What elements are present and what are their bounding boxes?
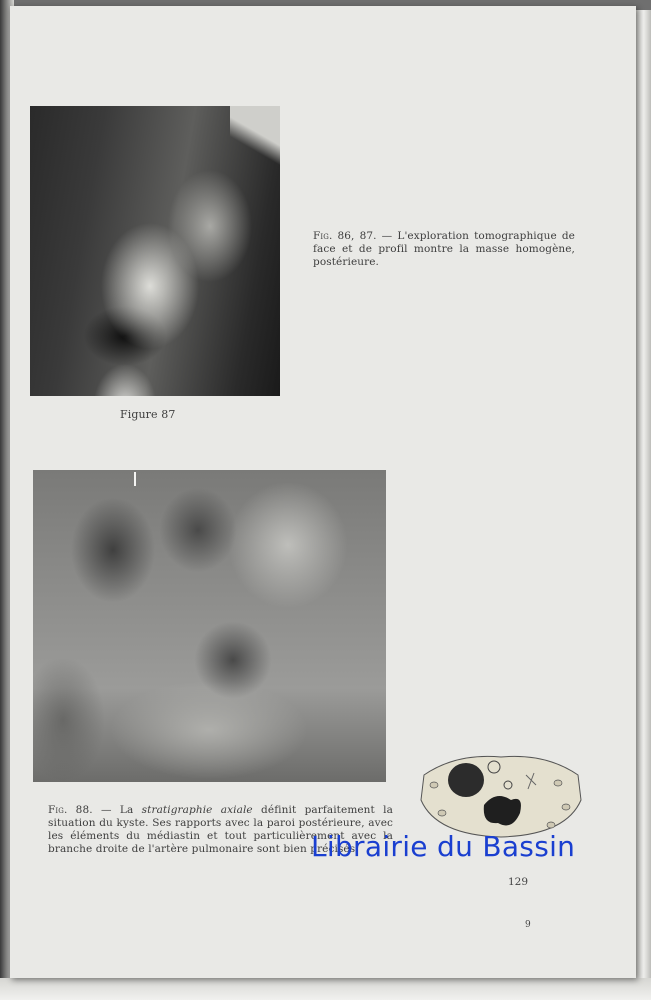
axial-stratigraphy-photo-fig-88 xyxy=(33,470,386,782)
caption-text: définit parfaitement la situation du kyste. Ses rapports avec la paroi postérieure, avec les éléments du médiastin et tout particulièrement avec la branche droite de l'artère pulmonaire sont bien précisés. xyxy=(48,804,393,855)
rib-section xyxy=(554,780,562,786)
marker-tick xyxy=(134,472,136,486)
page-bottom-edge xyxy=(0,978,651,1000)
figure-87-label: Figure 87 xyxy=(120,408,176,421)
caption-fig-label: Fig. 88. xyxy=(48,804,93,816)
cyst-mass xyxy=(448,763,484,797)
caption-fig-label: Fig. 86, 87. xyxy=(313,230,377,242)
rib-section xyxy=(547,822,555,828)
rib-section xyxy=(430,782,438,788)
watermark: Librairie du Bassin xyxy=(311,830,576,863)
photo-corner xyxy=(230,106,280,176)
tomography-photo-fig-87 xyxy=(30,106,280,396)
signature-mark: 9 xyxy=(525,920,531,930)
caption-text: — La xyxy=(92,804,142,816)
rib-section xyxy=(438,810,446,816)
page-stack-edge xyxy=(636,10,651,1000)
page-number: 129 xyxy=(508,876,529,888)
rib-section xyxy=(562,804,570,810)
caption-italic-term: stratigraphie axiale xyxy=(141,804,253,816)
caption-text: — L'exploration tomographique de face et de profil montre la masse homogène, postérieure. xyxy=(313,230,575,268)
caption-fig-86-87 xyxy=(313,230,575,269)
